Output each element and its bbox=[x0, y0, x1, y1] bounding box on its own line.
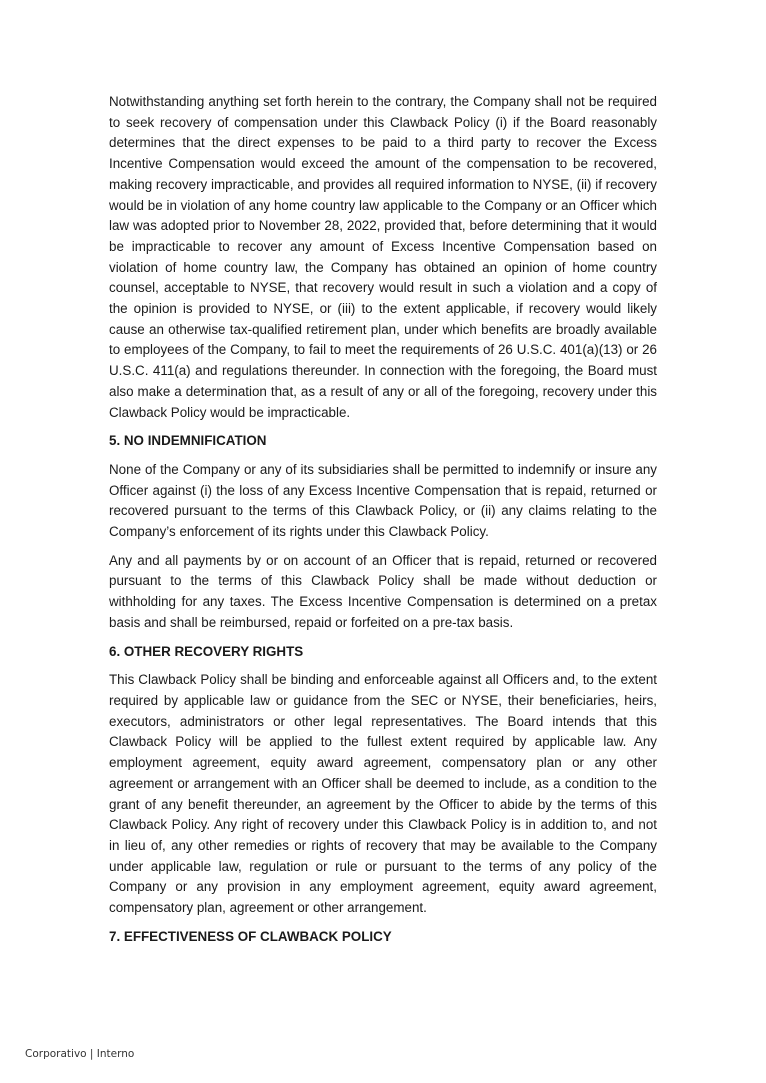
section-5-heading: 5. NO INDEMNIFICATION bbox=[109, 433, 267, 449]
section-5-paragraph-2: Any and all payments by or on account of an Officer that is repaid, returned or recovered pursuant to the terms of this Clawback Policy shall be made without deduction or withholding for any taxes. The Excess Incentive Compensation is determined on a pretax basis and shall be reimbursed, repaid or forfeited on a pre-tax basis. bbox=[109, 552, 657, 630]
section-6-heading: 6. OTHER RECOVERY RIGHTS bbox=[109, 643, 304, 659]
section-7-heading: 7. EFFECTIVENESS OF CLAWBACK POLICY bbox=[109, 928, 392, 944]
section-6-paragraph-1: This Clawback Policy shall be binding and enforceable against all Officers and, to the extent required by applicable law or guidance from the SEC or NYSE, their beneficiaries, heirs, executors, administrators or other legal representatives. The Board intends that this Clawback Policy will be applied to the fullest extent required by applicable law. Any employment agreement, equity award agreement, compensatory plan or any other agreement or arrangement with an Officer shall be deemed to include, as a condition to the grant of any benefit thereunder, an agreement by the Officer to abide by the terms of this Clawback Policy. Any right of recovery under this Clawback Policy is in addition to, and not in lieu of, any other remedies or rights of recovery that may be available to the Company under applicable law, regulation or rule or pursuant to the terms of any policy of the Company or any provision in any employment agreement, equity award agreement, compensatory plan, agreement or other arrangement. bbox=[109, 672, 657, 916]
section-5-paragraph-1: None of the Company or any of its subsidiaries shall be permitted to indemnify or insure any Officer against (i) the loss of any Excess Incentive Compensation that is repaid, returned or recovered pursuant to the terms of this Clawback Policy, or (ii) any claims relating to the Company’s enforcement of its rights under this Clawback Policy. bbox=[109, 461, 657, 540]
document-body bbox=[109, 92, 657, 955]
intro-paragraph: Notwithstanding anything set forth herein to the contrary, the Company shall not be required to seek recovery of compensation under this Clawback Policy (i) if the Board reasonably determines that the direct expenses to be paid to a third party to recover the Excess Incentive Compensation would exceed the amount of the compensation to be recovered, making recovery impracticable, and provides all required information to NYSE, (ii) if recovery would be in violation of any home country law applicable to the Company or an Officer which law was adopted prior to November 28, 2022, provided that, before determining that it would be impracticable to recover any amount of Excess Incentive Compensation based on violation of home country law, the Company has obtained an opinion of home country counsel, acceptable to NYSE, that recovery would result in such a violation and a copy of the opinion is provided to NYSE, or (iii) to the extent applicable, if recovery would likely cause an otherwise tax-qualified retirement plan, under which benefits are broadly available to employees of the Company, to fail to meet the requirements of 26 U.S.C. 401(a)(13) or 26 U.S.C. 411(a) and regulations thereunder. In connection with the foregoing, the Board must also make a determination that, as a result of any or all of the foregoing, recovery under this Clawback Policy would be impracticable. bbox=[109, 94, 657, 420]
footer-classification-label: Corporativo | Interno bbox=[25, 1048, 135, 1060]
